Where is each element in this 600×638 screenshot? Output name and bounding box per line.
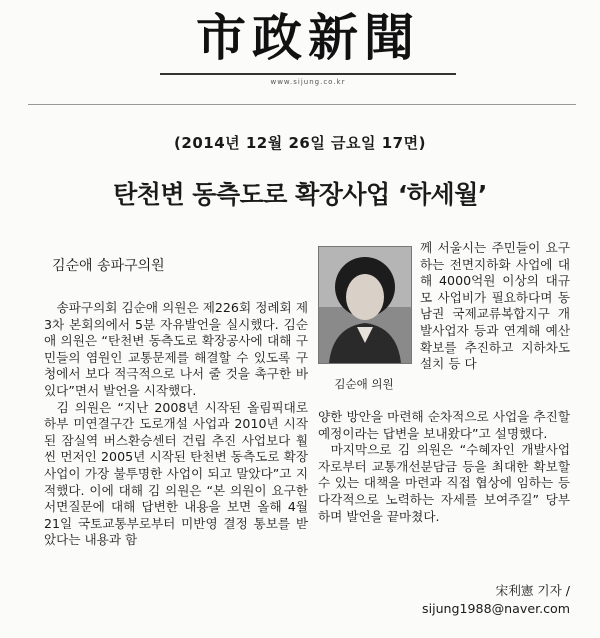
dateline: (2014년 12월 26일 금요일 17면) [174,134,426,152]
reporter-email: sijung1988@naver.com [422,601,570,616]
paragraph: 송파구의회 김순애 의원은 제226회 정례회 제3차 본회의에서 5분 자유발언을 실시했다. 김순애 의원은 “탄천변 동측도로 확장공사에 대해 구민들의 염원인 교통문제를 해결할 수 있도록 구청에서 보다 적극적으로 나서 줄 것을 촉구한 바 있다”면서 발언을 시작했다. [44,300,308,398]
paragraph: 김 의원은 “지난 2008년 시작된 올림픽대로 하부 미연결구간 도로개설 사업과 2010년 시작된 잠실역 버스환승센터 건립 추진 사업보다 훨씬 먼저인 2005년 시작된 탄천변 동측도로 확장사업이 가장 불투명한 사업이 되고 말았다”고 지적했다. 이에 대해 김 의원은 “본 의원이 요구한 서면질문에 대해 답변한 내용을 보면 올해 4월21일 국토교통부로부터 미반영 결정 통보를 받았다는 내용과 함 [44,399,308,548]
photo-caption: 김순애 의원 [334,377,394,391]
newspaper-logo: 市政新聞 [196,8,420,67]
masthead [0,0,600,100]
masthead-rule [160,73,456,75]
reporter-signature [422,582,570,618]
article-column-left [44,300,308,549]
headline: 탄천변 동측도로 확장사업 ‘하세월’ [113,180,487,209]
top-divider [28,104,576,105]
byline-heading: 김순애 송파구의원 [52,258,165,274]
reporter-name: 宋利憲 기자 / [495,583,570,598]
paragraph: 마지막으로 김 의원은 “수혜자인 개발사업자로부터 교통개선분담금 등을 최대한 확보할 수 있는 대책을 마련과 직접 협상에 임하는 등 다각적으로 노력하는 자세를 보여주길” 당부하며 발언을 끝마쳤다. [318,442,570,524]
paragraph: 양한 방안을 마련해 순차적으로 사업을 추진할 예정이라는 답변을 보내왔다”고 설명했다. [318,409,570,441]
portrait-image [319,247,411,363]
portrait-photo [318,246,412,364]
article-column-right [318,409,570,525]
article-column-right-top: 께 서울시는 주민들이 요구하는 전면지하화 사업에 대해 4000억원 이상의 대규모 사업비가 필요하다며 동남권 국제교류복합지구 개발사업자 등과 연계해 예산 확보를 추진하고 지하차도 설치 등 다 [420,240,570,372]
masthead-url: www.sijung.co.kr [270,78,346,86]
